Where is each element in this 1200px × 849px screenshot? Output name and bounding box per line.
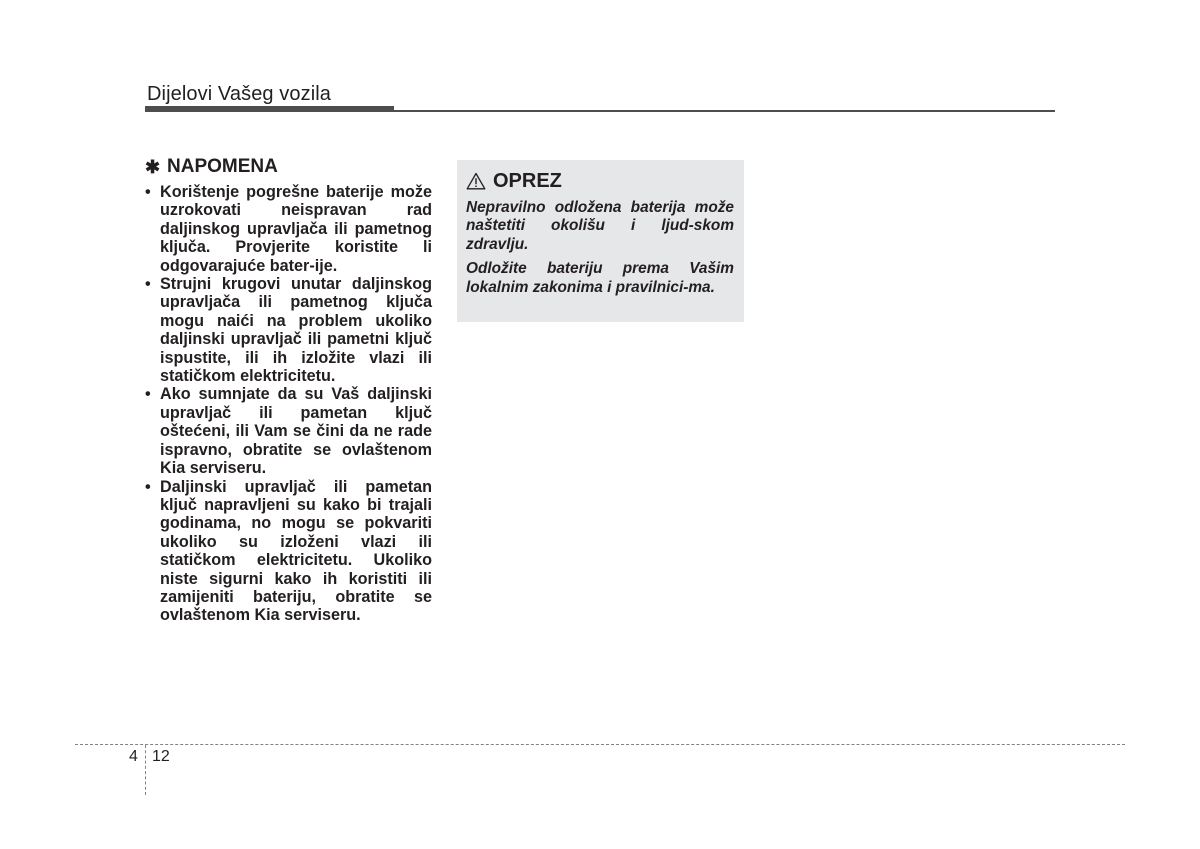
warning-triangle-icon	[466, 172, 486, 190]
note-heading-label: NAPOMENA	[167, 156, 278, 177]
list-item	[145, 385, 432, 477]
note-heading	[145, 155, 432, 179]
list-item	[145, 478, 432, 625]
list-item-text: Strujni krugovi unutar daljinskog upravljača ili pametnog ključa mogu naići na problem ukoliko daljinski upravljač ili pametni ključ ispustite, ili ih izložite vlazi ili statičkom elektricitetu.	[160, 275, 432, 386]
section-number: 4	[129, 748, 138, 765]
bullet: •	[145, 183, 151, 201]
bullet: •	[145, 385, 151, 404]
caution-paragraph: Odložite bateriju prema Vašim lokalnim zakonima i pravilnici-ma.	[466, 260, 734, 296]
footer-vertical-divider	[145, 745, 146, 795]
caution-paragraph: Nepravilno odložena baterija može naštetiti okolišu i ljud-skom zdravlju.	[466, 199, 734, 253]
list-item	[145, 275, 432, 385]
header-rule-thick	[145, 106, 394, 112]
page-title: Dijelovi Vašeg vozila	[147, 83, 332, 105]
note-section	[145, 155, 432, 625]
caution-heading	[466, 168, 734, 194]
bullet: •	[145, 477, 151, 496]
asterisk-icon: ✱	[145, 156, 161, 177]
caution-box	[457, 160, 744, 322]
page-number: 12	[152, 748, 170, 765]
caution-heading-label: OPREZ	[493, 169, 562, 192]
header-rule-thin	[394, 110, 1055, 112]
note-list	[145, 183, 432, 625]
list-item	[145, 183, 432, 275]
bullet: •	[145, 275, 151, 294]
list-item-text: Korištenje pogrešne baterije može uzrokovati neispravan rad daljinskog upravljača ili pametnog ključa. Provjerite koristite li odgovarajuće bater-ije.	[160, 183, 432, 275]
footer-divider	[75, 744, 1125, 745]
list-item-text: Daljinski upravljač ili pametan ključ napravljeni su kako bi trajali godinama, no mogu se pokvariti ukoliko su izloženi vlazi ili statičkom elektricitetu. Ukoliko niste sigurni kako ih koristiti ili zamijeniti bateriju, obratite se ovlaštenom Kia serviseru.	[160, 477, 432, 625]
list-item-text: Ako sumnjate da su Vaš daljinski upravljač ili pametan ključ oštećeni, ili Vam se čini da ne rade ispravno, obratite se ovlaštenom Kia serviseru.	[160, 385, 432, 478]
